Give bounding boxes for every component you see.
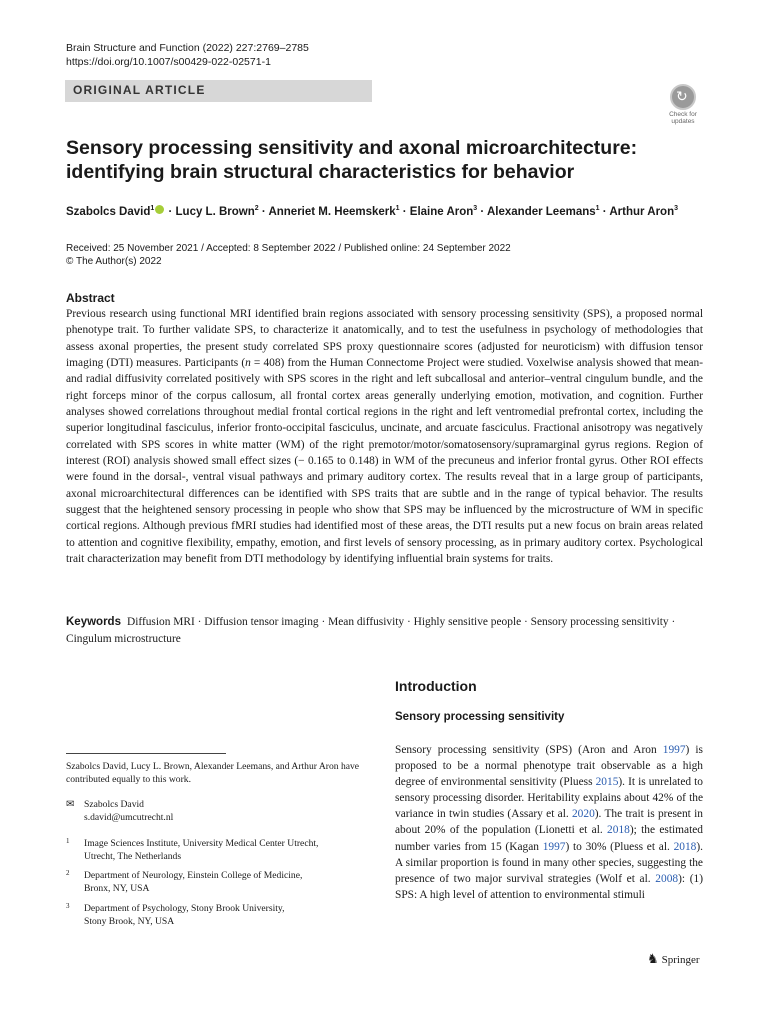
publisher-logo [647, 951, 700, 967]
title-line: identifying brain structural characteristics for behavior [66, 161, 575, 183]
author-name[interactable]: Anneriet M. Heemskerk [268, 206, 396, 218]
author-separator: · [258, 206, 269, 218]
dates-line: Received: 25 November 2021 / Accepted: 8 September 2022 / Published online: 24 September 2022 [66, 243, 511, 254]
citation-link[interactable]: 1997 [662, 744, 686, 756]
author-name[interactable]: Arthur Aron [609, 206, 675, 218]
journal-citation [66, 41, 309, 69]
equal-contribution-note: Szabolcs David, Lucy L. Brown, Alexander Leemans, and Arthur Aron have contributed equally to this work. [66, 761, 360, 785]
doi-link[interactable]: https://doi.org/10.1007/s00429-022-02571-1 [66, 56, 271, 68]
author-name[interactable]: Alexander Leemans [486, 206, 596, 218]
introduction-heading: Introduction [395, 678, 477, 694]
introduction-paragraph: Sensory processing sensitivity (SPS) (Aron and Aron 1997) is proposed to be a normal phenotype trait observable as a high degree of environmental sensitivity (Pluess 2015). It is unrelated to sensory processing disorder. Heritability explains about 42% of the variance in twin studies (Assary et al. 2020). The trait is present in about 20% of the population (Lionetti et al. 2018); the estimated number varies from 15 (Kagan 1997) to 30% (Pluess et al. 2018). A similar proportion is found in many other species, suggesting the presence of two major survival strategies (Wolf et al. 2008): (1) SPS: A high level of attention to environmental stimuli [395, 744, 704, 901]
check-updates-label: Check for updates [669, 111, 697, 125]
footnote-divider [66, 753, 226, 754]
orcid-icon[interactable] [155, 205, 164, 214]
author-separator: · [399, 206, 410, 218]
author-separator: · [599, 206, 610, 218]
abstract-text: Previous research using functional MRI identified brain regions associated with sensory processing sensitivity (SPS), a proposed normal phenotype trait. To further validate SPS, to characterize it anatomically, and to test the usefulness in psychology of methodologies that assess axonal properties, the present study correlated SPS proxy questionnaire scores (adjusted for neuroticism) with diffusion tensor imaging (DTI) measures. Participants (n = 408) from the Human Connectome Project were studied. Voxelwise analysis showed that mean- and radial diffusivity correlated positively with SPS scores in the right and left subcallosal and anterior–ventral cingulum bundle, and the right forceps minor of the corpus callosum, all frontal cortex areas generally underlying emotion, motivation, and cognition. Further analyses showed correlations throughout medial frontal cortical regions in the right and left ventromedial prefrontal cortex, including the superior longitudinal fasciculus, inferior fronto-occipital fasciculus, uncinate, and arcuate fasciculus. Fractional anisotropy was negatively correlated with SPS scores in white matter (WM) of the right premotor/motor/somatosensory/supramarginal gyrus regions. Region of interest (ROI) analysis showed small effect sizes (− 0.165 to 0.148) in WM of the precuneus and inferior frontal gyrus. Other ROI effects were found in the dorsal-, ventral visual pathways and primary auditory cortex. The results reveal that in a large group of participants, axonal microarchitectural differences can be identified with SPS traits that are subtle and in the range of typical behavior. The results suggest that the heightened sensory processing in people who show that SPS may be influenced by the microstructure of WM in specific cortical regions. Although previous fMRI studies had identified most of these areas, the DTI results put a new focus on brain areas related to attention and cognitive flexibility, empathy, emotion, and first levels of sensory processing, as in primary auditory cortex. Psychological trait characterization may benefit from DTI methodology by identifying influential brain systems for traits. [66, 308, 703, 566]
author-affiliation-mark: 2 [254, 205, 259, 213]
author-affiliation-mark: 3 [473, 205, 478, 213]
author-name[interactable]: Elaine Aron [409, 206, 474, 218]
author-affiliation-mark: 1 [395, 205, 400, 213]
author-affiliation-mark: 1 [150, 205, 155, 213]
publication-dates [66, 242, 511, 268]
keywords-heading: Keywords [66, 616, 121, 628]
citation-link[interactable]: 2008 [655, 872, 679, 885]
author-affiliation-mark: 1 [595, 205, 600, 213]
author-separator: · [165, 206, 176, 218]
corresponding-author-name: Szabolcs David [84, 799, 144, 810]
check-for-updates-badge[interactable] [663, 84, 703, 124]
author-name[interactable]: Lucy L. Brown [175, 206, 255, 218]
article-title [66, 136, 706, 184]
author-separator: · [477, 206, 487, 218]
citation-link[interactable]: 2018 [673, 840, 697, 853]
keywords [66, 614, 703, 647]
citation-link[interactable]: 2018 [607, 824, 630, 837]
copyright-line: © The Author(s) 2022 [66, 256, 162, 267]
citation-link[interactable]: 2020 [571, 808, 595, 821]
springer-horse-icon: ♞ [647, 951, 659, 966]
check-updates-icon: ↻ [670, 84, 696, 110]
citation-link[interactable]: 1997 [542, 840, 566, 853]
abstract-heading: Abstract [66, 291, 115, 305]
section-subheading: Sensory processing sensitivity [395, 711, 565, 723]
citation-link[interactable]: 2015 [595, 776, 619, 789]
publisher-name: Springer [661, 954, 700, 966]
author-list [66, 205, 726, 218]
journal-line: Brain Structure and Function (2022) 227:2769–2785 [66, 42, 309, 54]
author-name[interactable]: Szabolcs David [66, 206, 151, 218]
corresponding-author-email[interactable]: s.david@umcutrecht.nl [84, 812, 174, 823]
article-type-banner [65, 80, 372, 102]
author-affiliation-mark: 3 [674, 205, 678, 213]
title-line: Sensory processing sensitivity and axonal microarchitecture: [66, 137, 638, 159]
keywords-list: Diffusion MRI · Diffusion tensor imaging · Mean diffusivity · Highly sensitive people · Sensory processing sensitivity · Cingulum microstructure [66, 616, 676, 645]
envelope-icon: ✉ [66, 799, 75, 810]
article-type-label: ORIGINAL ARTICLE [73, 83, 206, 97]
